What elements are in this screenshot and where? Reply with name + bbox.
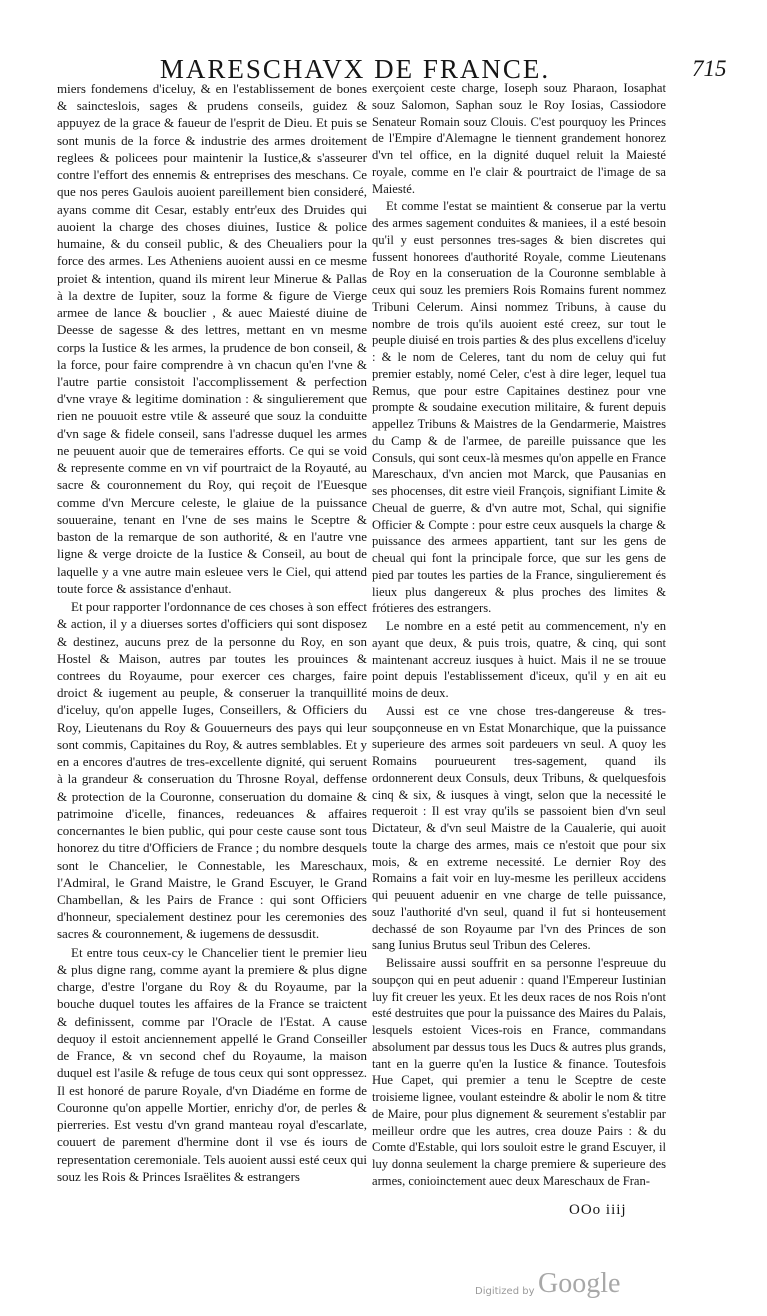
paragraph: Et pour rapporter l'ordonnance de ces choses à son effect & action, il y a diuerses sortes d'officiers qui sont disposez & destinez, aucuns prez de la personne du Roy, en son Hostel & Maison, autres par toutes les prouinces & contrees du Royaume, pour exercer ces charges, faire droict & iugement au peuple, & conseruer la tranquillité d'iceluy, qu'on appelle Iuges, Conseillers, & Officiers du Roy, Lieutenans du Roy & Gouuerneurs des pays qui leur sont commis, Capitaines du Roy, & autres semblables. Et y en a encores d'autres de tres-excellente dignité, qui seruent à la grandeur & conseruation du Throsne Royal, deffense & protection de la Couronne, conseruation du domaine & patrimoine d'icelle, finances, redeuances & affaires concernantes le bien public, qui pour ceste cause sont tous honorez du titre d'Officiers de France ; du nombre desquels sont le Chancelier, le Connestable, les Mareschaux, l'Admiral, le Grand Maistre, le Grand Escuyer, le Grand Chambellan, & les Pairs de France : qui sont Officiers d'honneur, specialement destinez pour les ceremonies des sacres & couronnement, & iugemens de dessusdit. — [57, 599, 367, 942]
paragraph: miers fondemens d'iceluy, & en l'establissement de bones & saincteslois, sages & prudens conseils, guidez & appuyez de la grace & faueur de l'esprit de Dieu. Et puis se sont munis de la force & industrie des armes droitement reglees & policees pour maintenir la Iustice,& s'asseurer contre l'effort des ennemis & entreprises des meschans. Ce que nos peres Gaulois auoient pareillement bien consideré, ayans comme dit Cesar, estably entr'eux des Druides qui auoient la charge des choses diuines, Iustice & police humaine, & du conseil public, & des Cheualiers pour la force des armes. Les Atheniens auoient aussi en ce mesme proiet & intention, quand ils mirent leur Minerue & Pallas à la dextre de Iupiter, souz la forme & figure de Vierge armee de lance & bouclier , & auec Maiesté diuine de Deesse de sagesse & des lettres, mettant en vn mesme corps la Iustice & les armes, la prudence de bon conseil, & la force, pour faire comprendre à vn chacun qu'en l'vne & l'autre partie consistoit l'accomplissement & perfection d'vne vraye & legitime domination : & singulierement que rien ne pouuoit estre vtile & asseuré que souz la conduitte d'vn sage & fidele conseil, sans l'adresse duquel les armes ne peuuent auoir que de temeraires efforts. Ce qui se void & represente comme en vn vif pourtraict de la Royauté, au sacre & couronnement du Roy, qui reçoit de l'Euesque comme d'vn Mercure celeste, le glaiue de la puissance souueraine, tenant en l'vne de ses mains le Sceptre & baston de la remarque de son authorité, & en l'autre vne ligne & verge droicte de la Iustice & Conseil, au bout de laquelle y a vne autre main esleuee vers le Ciel, qui attend toute force & assistance d'enhaut. — [57, 81, 367, 596]
google-logo: Google — [538, 1268, 621, 1299]
paragraph: Aussi est ce vne chose tres-dangereuse & tres-soupçonneuse en vn Estat Monarchique, que la puissance superieure des armes soit pardeuers vn seul. A quoy les Romains pourueurent tres-sagement, quand ils ordonnerent deux Consuls, deux Tribuns, & quelquesfois cinq & six, & iusques à vingt, selon que la necessité le requeroit : Il est vray qu'ils se passoient bien d'vn seul Dictateur, & d'vn seul Maistre de la Caualerie, qui auoit toute la charge des armes, mais ce n'estoit que pour six mois, & en extreme necessité. Le dernier Roy des Romains a fait voir en luy-mesme les perilleux accidens qui peuuent aduenir en vne charge de telle puissance, souz l'authorité d'vn seul, quand il fut si honteusement dechassé de son Royaume par l'vn des Princes de son sang Iunius Brutus seul Tribun des Celeres. — [372, 703, 666, 953]
signature-mark: OOo iiij — [569, 1202, 627, 1218]
right-column — [372, 80, 666, 1190]
left-column — [57, 80, 367, 1185]
paragraph: Et comme l'estat se maintient & conserue par la vertu des armes sagement conduites & maniees, il a esté besoin qu'il y eust personnes tres-sages & bien discretes qui fussent honorees d'authorité Royale, comme Lieutenans de Roy en la conseruation de la Couronne semblable à ceux qui souz les premiers Rois Romains furent nommez Tribuni Celerum. Ainsi nommez Tribuns, à cause du nombre de trois qu'ils auoient esté creez, sur tout le peuple diuisé en trois parties & des plus excellens d'iceluy : & le nom de Celeres, tant du nom de celuy qui fut premier estably, nomé Celer, c'est à dire leger, lequel tua Remus, que pour estre Capitaines destinez pour vne prompte & soudaine execution militaire, & furent depuis appellez Tribuns & Maistres de la Gendarmerie, Maistres du Camp & de l'armee, de pareille puissance que les Consuls, qui sont ceux-là mesmes qu'on appelle en France Mareschaux, d'vn ancien mot Marck, que Pausanias en ses phocenses, dit estre vieil François, signifiant Limite & Cheual de guerre, & d'vn autre mot, Schal, qui signifie Officier & Compte : pour estre ceux ausquels la charge & puissance des armees appartient, tant sur les gens de cheual qui font la principale force, que sur les gens de pied par toutes les parties de la France, singulierement és lieux plus dangereux & plus proches des limites & frótieres des estrangers. — [372, 199, 666, 616]
paragraph: Belissaire aussi souffrit en sa personne l'espreuue du soupçon qui en peut aduenir : quand l'Empereur Iustinian luy fit creuer les yeux. Et les deux races de nos Rois n'ont esté destruites que pour la puissance des Maires du Palais, lesquels estoient Vices-rois en France, commandans absolument par dessus tous les Ducs & autres plus grands, tant en la guerre qu'en la Iustice & finance. Toutesfois Hue Capet, qui premier a tenu le Sceptre de ceste troisieme lignee, voulant esteindre & abolir le nom & titre de Maire, pour plus dignement & seurement s'establir par meilleur ordre que les autres, crea douze Pairs : & du Comte d'Estable, qui lors souloit estre le grand Escuyer, il luy donna seulement la charge premiere & superieure des armes, conioinctement auec deux Mareschaux de Fran- — [372, 956, 666, 1188]
page-number: 715 — [692, 56, 727, 81]
paragraph: exerçoient ceste charge, Ioseph souz Pharaon, Iosaphat souz Salomon, Saphan souz le Roy Iosias, Cassiodore Senateur Romain souz Clouis. C'est pourquoy les Princes de l'Empire d'Alemagne le tiennent grandement honorez d'vn tel office, en la dignité duquel reluit la Maiesté royale, comme en l'e clair & pourtraict de l'image de sa Maiesté. — [372, 81, 666, 196]
digitization-watermark — [475, 1268, 621, 1304]
watermark-prefix: Digitized by — [475, 1286, 535, 1297]
page-title: MARESCHAVX DE FRANCE. — [159, 54, 551, 84]
paragraph: Et entre tous ceux-cy le Chancelier tient le premier lieu & plus digne rang, comme ayant la premiere & plus digne charge, d'estre l'organe du Roy & du Royaume, par la bouche duquel toutes les affaires de la France se traictent & definissent, comme par l'Oracle de l'Estat. A cause dequoy il estoit anciennement appellé le Grand Conseiller de France, & vn second chef du Royaume, la maison duquel est l'asile & refuge de tous ceux qui sont oppressez. Il est honoré de parure Royale, d'vn Diadéme en forme de Couronne qu'on appelle Mortier, enrichy d'or, de perles & pierreries. Est vestu d'vn grand manteau royal d'escarlate, couuert de parement d'hermine dont il vse és iours de representation ceremoniale. Tels auoient aussi esté ceux qui souz les Rois & Princes Israëlites & estrangers — [57, 944, 368, 1184]
paragraph: Le nombre en a esté petit au commencement, n'y en ayant que deux, & puis trois, quatre, & cinq, qui sont maintenant accreuz iusques à huict. Mais il ne se trouue point depuis l'establissement d'iceux, qu'il y en ait eu moins de deux. — [372, 619, 666, 700]
